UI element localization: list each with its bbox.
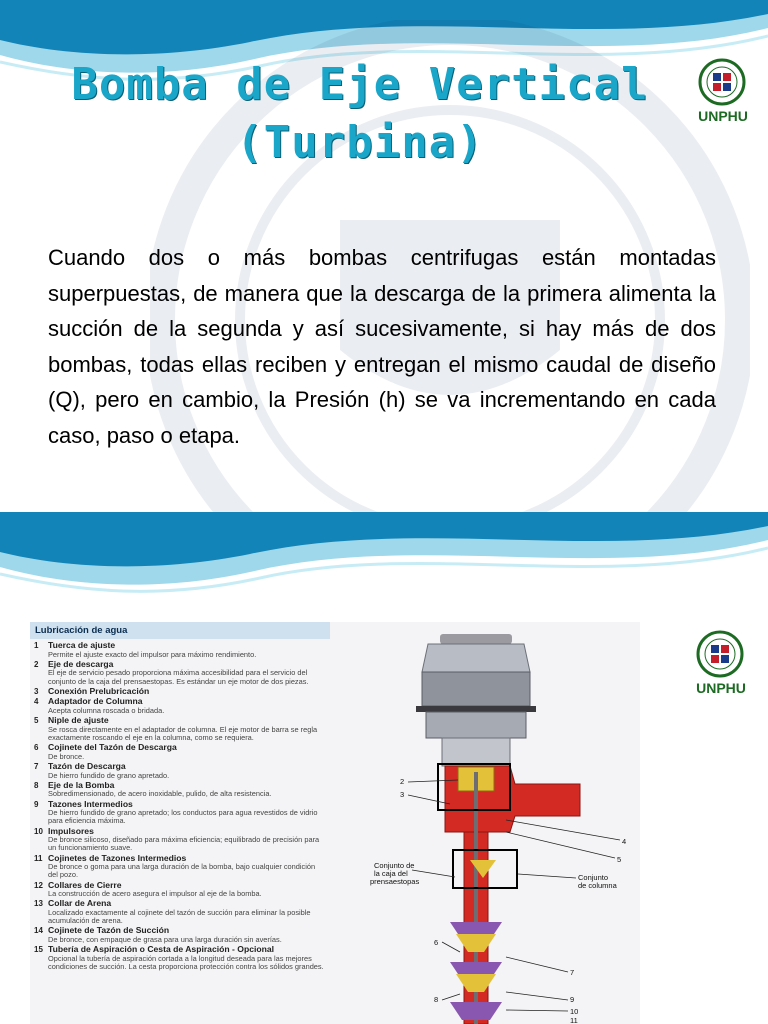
callout-columna-line2: de columna (578, 881, 617, 890)
legend-item-description: Se rosca directamente en el adaptador de columna. El eje motor de barra se regla exactamente roscando el eje en la columna, como se requiera. (48, 724, 318, 742)
impeller-3 (450, 1002, 502, 1020)
legend-item-number: 13 (34, 899, 43, 909)
legend-item-description: El eje de servicio pesado proporciona máxima accesibilidad para el servicio del conjunto de la caja del prensaestopas. Es estándar un eje motor de dos piezas. (48, 668, 309, 686)
legend-item-number: 11 (34, 853, 43, 863)
legend-item-number: 3 (34, 686, 39, 696)
legend-item-name: Cojinete del Tazón de Descarga (48, 742, 177, 753)
unphu-logo (680, 58, 766, 124)
callout-5: 5 (617, 855, 622, 864)
body-paragraph: Cuando dos o más bombas centrifugas están montadas superpuestas, de manera que la descarga de la primera alimenta la succión de la segunda y así sucesivamente, si hay más de dos bombas, todas ellas reciben y entregan el mismo caudal de diseño (Q), pero en cambio, la Presión (h) se va incrementando en cada caso, paso o etapa. (48, 245, 716, 448)
legend-item-number: 4 (34, 697, 39, 707)
legend-item-description: Localizado exactamente al cojinete del tazón de succión para eliminar la posible acumulación de arena. (48, 907, 311, 926)
legend-item-name: Tubería de Aspiración o Cesta de Aspiración - Opcional (48, 944, 275, 955)
pump-diagram-panel (30, 622, 640, 1024)
legend-item (34, 881, 326, 899)
legend-item-description: Opcional la tubería de aspiración cortada a la longitud deseada para las mejores condiciones de succión. La cesta proporciona protección contra los sólidos grandes. (48, 953, 324, 971)
legend-item-name: Niple de ajuste (48, 715, 109, 726)
motor-ring (416, 706, 536, 712)
legend-list (30, 639, 330, 974)
legend-item-name: Adaptador de Columna (48, 696, 143, 707)
logo-label: UNPHU (696, 680, 746, 696)
legend-item-number: 5 (34, 716, 39, 726)
logo-label: UNPHU (698, 108, 748, 124)
legend-item-name: Tuerca de ajuste (48, 640, 116, 650)
legend-item (34, 926, 326, 944)
motor-top (422, 644, 530, 672)
motor-neck (442, 738, 510, 766)
legend-item-name: Tazón de Descarga (48, 760, 126, 771)
legend-item-number: 9 (34, 799, 39, 809)
callout-3: 3 (400, 790, 405, 799)
slide-2 (0, 512, 768, 1024)
legend-item (34, 945, 326, 971)
legend-item-number: 10 (34, 826, 43, 836)
legend-item-name: Eje de la Bomba (48, 779, 115, 790)
legend-item-description: De bronce silicoso, diseñado para máxima eficiencia; equilibrado de precisión para un funcionamiento suave. (48, 835, 320, 853)
legend-item (34, 854, 326, 880)
legend-item-name: Impulsores (48, 825, 94, 836)
callout-6: 6 (434, 938, 439, 947)
legend-title: Lubricación de agua (30, 622, 330, 639)
legend-item (34, 641, 326, 659)
legend-item (34, 687, 326, 697)
legend-item-name: Conexión Prelubricación (48, 685, 150, 696)
legend-item-number: 14 (34, 926, 43, 936)
unphu-seal-icon (696, 630, 744, 678)
legend-item-description: De bronce. (48, 751, 85, 761)
legend-item-description: De hierro fundido de grano apretado. (48, 770, 170, 780)
legend-item-name: Collares de Cierre (48, 879, 122, 890)
callout-2: 2 (400, 777, 405, 786)
legend-item-name: Tazones Intermedios (48, 798, 133, 809)
legend-item-number: 12 (34, 880, 43, 890)
legend-item (34, 716, 326, 742)
legend-item (34, 899, 326, 925)
callout-11: 11 (570, 1016, 578, 1024)
motor-cap (440, 634, 512, 644)
motor-lower (426, 712, 526, 738)
impeller-2-core (456, 974, 496, 992)
legend-item (34, 743, 326, 761)
legend-item-name: Collar de Arena (48, 898, 112, 909)
legend-item-number: 8 (34, 780, 39, 790)
header-wave-decoration (0, 512, 768, 622)
callout-9: 9 (570, 995, 575, 1004)
callout-7: 7 (570, 968, 575, 977)
legend-item (34, 827, 326, 853)
unphu-seal-icon (698, 58, 746, 106)
callout-10: 10 (570, 1007, 579, 1016)
legend-item-description: La construcción de acero asegura el impulsor al eje de la bomba. (48, 889, 262, 899)
legend-item-name: Eje de descarga (48, 658, 114, 669)
legend-item-description: De bronce, con empaque de grasa para una larga duración sin averías. (48, 934, 282, 944)
legend-item-number: 1 (34, 641, 39, 650)
legend-item-number: 2 (34, 659, 39, 669)
slide-title: Bomba de Eje Vertical (Turbina) (71, 59, 649, 168)
legend-item-description: Acepta columna roscada o bridada. (48, 705, 165, 715)
legend-item-name: Cojinete de Tazón de Succión (48, 925, 170, 936)
legend-item-name: Cojinetes de Tazones Intermedios (48, 852, 187, 863)
legend-item (34, 800, 326, 826)
legend-item (34, 781, 326, 799)
motor-band (422, 672, 530, 706)
legend-item-number: 6 (34, 743, 39, 753)
legend-item (34, 762, 326, 780)
callout-caja-line2: la caja del (374, 869, 408, 878)
legend-item-description: De bronce o goma para una larga duración de la bomba, bajo cualquier condición del pozo. (48, 862, 316, 880)
legend-item-description: Sobredimensionado, de acero inoxidable, pulido, de alta resistencia. (48, 789, 272, 799)
impeller-1-core (456, 934, 496, 952)
unphu-logo (678, 630, 764, 696)
callout-4: 4 (622, 837, 627, 846)
callout-columna-line1: Conjunto (578, 873, 609, 882)
legend-item (34, 697, 326, 715)
legend-item-number: 7 (34, 761, 39, 771)
parts-legend (30, 622, 330, 1024)
callout-caja-line3: prensaestopas (370, 877, 420, 886)
callout-caja-line1: Conjunto de (374, 861, 415, 870)
callout-8: 8 (434, 995, 439, 1004)
vertical-turbine-pump-diagram (330, 622, 640, 1024)
legend-item-number: 15 (34, 945, 43, 955)
legend-item-description: Permite el ajuste exacto del impulsor para máximo rendimiento. (48, 649, 257, 659)
legend-item (34, 660, 326, 686)
legend-item-description: De hierro fundido de grano apretado; los conductos para agua revestidos de vidrio para eficiencia máxima. (48, 808, 318, 826)
